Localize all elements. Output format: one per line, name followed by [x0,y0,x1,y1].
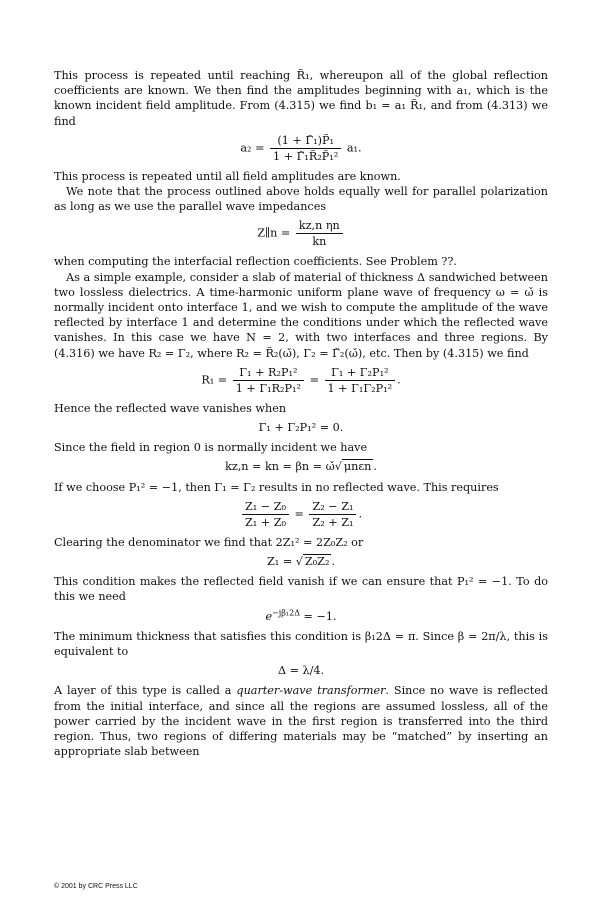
eq-a2-numerator: (1 + Γ̃₁)P̃₁ [270,133,341,149]
page-body [54,68,548,760]
paragraph-7: Since the field in region 0 is normally incident we have [54,441,368,455]
eq-z1-radicand: Z₀Z₂ [304,555,330,569]
paragraph-3: We note that the process outlined above holds equally well for parallel polarization as long as we use the parallel wave impedances [54,185,548,214]
copyright-footer: © 2001 by CRC Press LLC [54,883,138,890]
eq-zr-denominator-1: Z₁ + Z₀ [244,515,286,529]
eq-zr-fraction-2 [309,499,356,530]
eq-z1-end: . [331,555,335,569]
equation-z-ratio [54,499,548,530]
eq-zpar-lhs: Z∥n = [257,226,291,240]
eq-r1-lhs: R₁ = [201,373,228,387]
eq-r1-end: . [397,373,401,387]
eq-kz-radicand: μnεn [343,460,372,474]
paragraph-9: Clearing the denominator we find that 2Z₁² = 2Z₀Z₂ or [54,535,364,549]
paragraph-1: This process is repeated until reaching R̃₁, whereupon all of the global reflection coefficients are known. We then find the amplitudes beginning with a₁, which is the known incident field amplitude. From (4.315) we find b₁ = a₁ R̃₁, and from (4.313) we find [54,69,548,128]
equation-z1: Z₁ = √ Z₀Z₂ . [267,555,335,569]
eq-zpar-denominator: kn [312,235,327,249]
eq-zr-fraction-1 [242,499,289,530]
eq-r1-numerator-2: Γ₁ + Γ₂P₁² [325,365,396,381]
paragraph-2: This process is repeated until all field amplitudes are known. [54,169,401,183]
eq-r1-fraction-2 [325,365,396,396]
paragraph-4: when computing the interfacial reflection coefficients. See Problem ??. [54,255,457,269]
eq-zpar-fraction [296,218,343,249]
eq-exp-rhs: = −1. [303,609,337,623]
paragraph-12-post: . Since no wave is reflected from the initial interface, and since all the regions are assumed lossless, all of the power carried by the incident wave in the first region is transferred into the third region. Thus, two regions of differing materials may be “matched” by inserting an appropriate slab between [54,684,548,759]
equation-r1 [54,365,548,396]
eq-zr-numerator-1: Z₁ − Z₀ [242,499,289,515]
eq-r1-fraction-1 [233,365,304,396]
eq-a2-denominator: 1 + Γ̃₁R̃₂P̃₁² [273,149,339,163]
paragraph-12 [54,683,548,759]
equation-z-parallel [54,218,548,249]
paragraph-11: The minimum thickness that satisfies this condition is β₁2Δ = π. Since β = 2π/λ, this is equivalent to [54,629,548,659]
eq-r1-equals: = [309,373,319,387]
eq-exp-base: e [265,609,273,623]
paragraph-6: Hence the reflected wave vanishes when [54,401,287,415]
paragraph-12-term: quarter-wave transformer [236,684,386,698]
eq-kz-text: kz,n = kn = βn = ω̌ [225,460,335,474]
eq-a2-lhs: a₂ = [240,141,265,155]
eq-a2-fraction [270,133,341,164]
eq-kz-end: . [373,460,377,474]
eq-a2-rhs: a₁. [346,141,362,155]
eq-zr-numerator-2: Z₂ − Z₁ [309,499,356,515]
equation-vanish: Γ₁ + Γ₂P₁² = 0. [258,421,344,435]
equation-exp [54,609,548,624]
eq-r1-denominator-2: 1 + Γ₁Γ₂P₁² [327,381,393,395]
equation-kz: kz,n = kn = βn = ω̌√ μnεn . [225,460,377,474]
eq-r1-numerator-1: Γ₁ + R₂P₁² [233,365,304,381]
eq-zpar-numerator: kz,n ηn [296,218,343,234]
eq-zr-equals: = [294,507,304,521]
equation-delta: Δ = λ/4. [277,664,325,678]
paragraph-5: As a simple example, consider a slab of material of thickness Δ sandwiched between two lossless dielectrics. A time-harmonic uniform plane wave of frequency ω = ω̌ is normally incident onto interface 1, and we wish to compute the amplitude of the wave reflected by interface 1 and determine the conditions under which the reflected wave vanishes. In this case we have N = 2, with two interfaces and three regions. By (4.316) we have R₂ = Γ₂, where R₂ = R̃₂(ω̌), Γ₂ = Γ̃₂(ω̌), etc. Then by (4.315) we find [54,270,548,360]
equation-a2 [54,133,548,164]
eq-z1-lhs: Z₁ = [267,555,293,569]
paragraph-12-pre: A layer of this type is called a [54,684,237,698]
eq-zr-end: . [358,507,363,521]
eq-exp-power: −jβ₁2Δ [272,607,300,617]
eq-zr-denominator-2: Z₂ + Z₁ [312,515,354,529]
paragraph-8: If we choose P₁² = −1, then Γ₁ = Γ₂ results in no reflected wave. This requires [54,480,499,494]
eq-r1-denominator-1: 1 + Γ₁R₂P₁² [235,381,301,395]
paragraph-10: This condition makes the reflected field vanish if we can ensure that P₁² = −1. To do this we need [54,575,548,604]
